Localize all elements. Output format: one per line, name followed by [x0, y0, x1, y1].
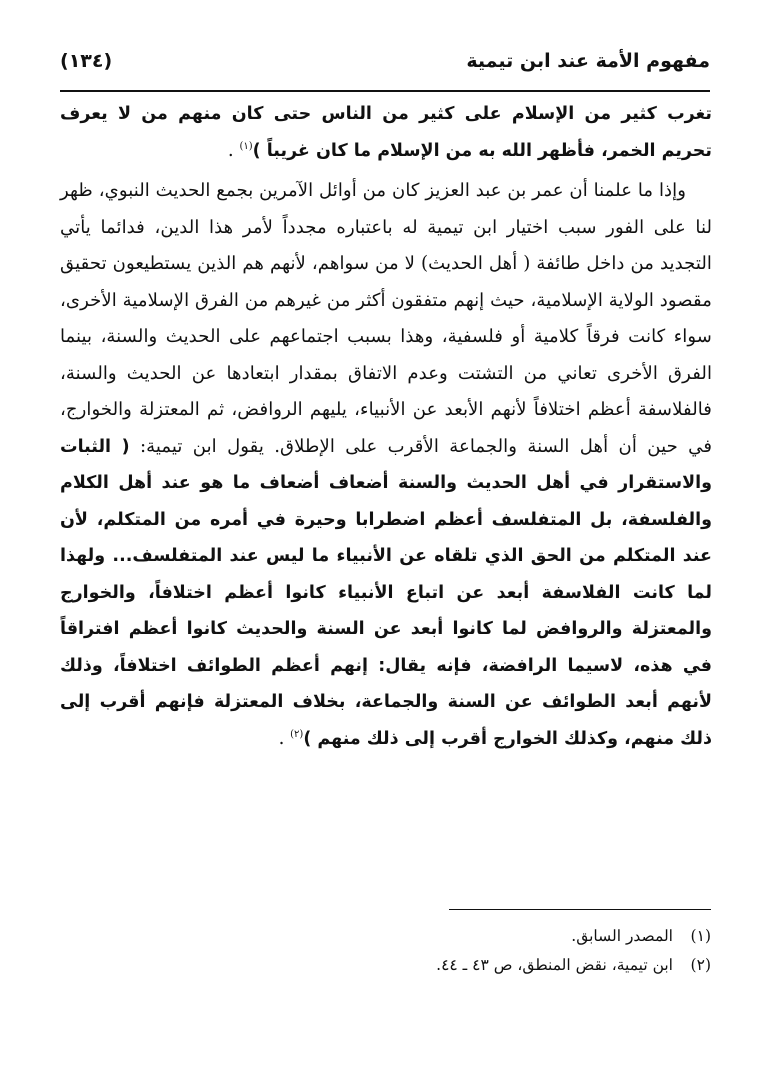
- footnote-text: المصدر السابق.: [571, 927, 673, 945]
- quotation-1: تغرب كثير من الإسلام على كثير من الناس حتى كان منهم من لا يعرف تحريم الخمر، فأظهر الله به من الإسلام ما كان غريباً ): [60, 104, 712, 161]
- page-number: (١٣٤): [60, 50, 113, 72]
- footnote-number: (١): [690, 927, 711, 945]
- paragraph-1: [60, 96, 712, 169]
- footnote-ref-2[interactable]: (٢): [290, 728, 304, 740]
- footnote-number: (٢): [690, 956, 711, 974]
- quotation-2: ( الثبات والاستقرار في أهل الحديث والسنة أضعاف أضعاف ما هو عند أهل الكلام والفلسفة، بل المتفلسف أعظم اضطرابا وحيرة في أمره من المتكلم، لأن عند المتكلم من الحق الذي تلقاه عن الأنبياء ما ليس عند المتفلسف... ولهذا لما كانت الفلاسفة أبعد عن اتباع الأنبياء كانوا أعظم اختلافاً، والخوارج والمعتزلة والروافض لما كانوا أبعد عن السنة والحديث كانوا أعظم افتراقاً في هذه، لاسيما الرافضة، فإنه يقال: إنهم أعظم الطوائف اختلافاً، وذلك لأنهم أبعد الطوائف عن السنة والجماعة، بخلاف المعتزلة فإنهم أقرب إلى ذلك منهم، وكذلك الخوارج أقرب إلى ذلك منهم ): [60, 436, 712, 749]
- quotation-1-end: .: [227, 139, 240, 161]
- page-header: [60, 42, 710, 92]
- paragraph-2-text: وإذا ما علمنا أن عمر بن عبد العزيز كان من أوائل الآمرين بجمع الحديث النبوي، ظهر لنا على الفور سبب اختيار ابن تيمية له باعتباره مجدداً لأمر هذا الدين، فدائما يأتي التجديد من داخل طائفة ( أهل الحديث) لا من سواهم، لأنهم هم الذين يستطيعون تحقيق مقصود الولاية الإسلامية، حيث إنهم متفقون أكثر من غيرهم من الفرق الإسلامية الأخرى، سواء كانت فرقاً كلامية أو فلسفية، وهذا بسبب اجتماعهم على الحديث والسنة، بينما الفرق الأخرى تعاني من التشتت وعدم الاتفاق بمقدار ابتعادها عن الحديث والسنة، فالفلاسفة أعظم اختلافاً لأنهم الأبعد عن الأنبياء، يليهم الروافض، ثم المعتزلة والخوارج، في حين أن أهل السنة والجماعة الأقرب على الإطلاق. يقول ابن تيمية:: [60, 180, 713, 457]
- footnote-item: [330, 951, 711, 980]
- footnote-ref-1[interactable]: (١): [239, 140, 253, 152]
- paragraph-2: [60, 173, 712, 757]
- body-text: [60, 96, 712, 757]
- footnote-item: [330, 922, 711, 951]
- running-title: مفهوم الأمة عند ابن تيمية: [466, 50, 710, 72]
- footnotes: [330, 922, 711, 980]
- footnote-text: ابن تيمية، نقض المنطق، ص ٤٣ ـ ٤٤.: [436, 956, 673, 974]
- footnote-divider: [449, 909, 711, 910]
- quotation-2-end: .: [278, 727, 291, 749]
